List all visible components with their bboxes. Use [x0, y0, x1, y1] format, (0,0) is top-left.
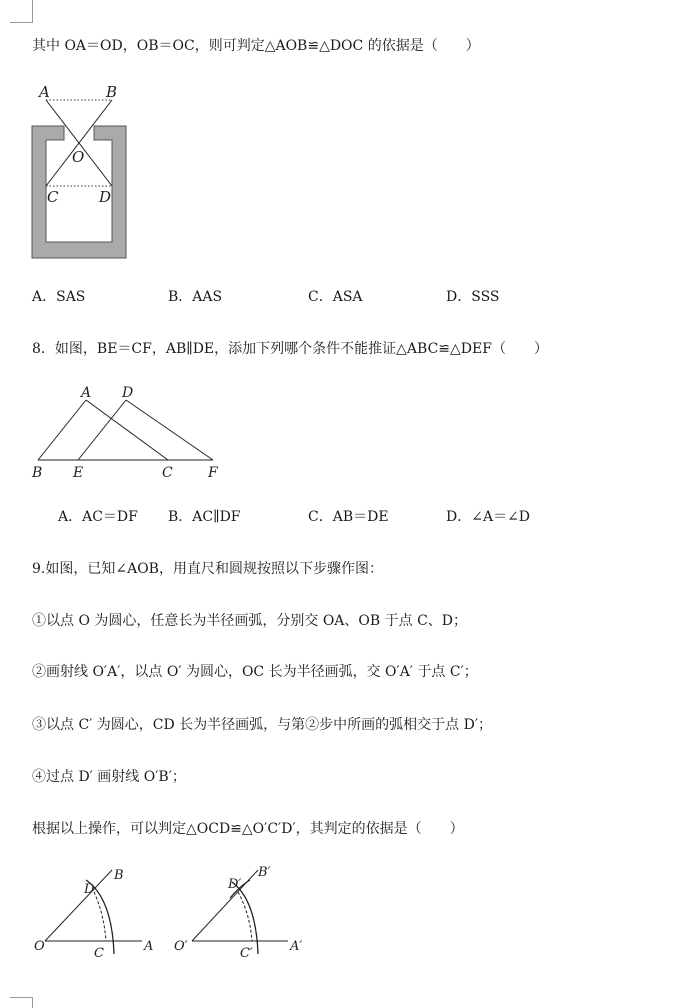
q9-step-2: ②画射线 O′A′，以点 O′ 为圆心，OC 长为半径画弧，交 O′A′ 于点 C′；: [32, 664, 478, 680]
q9-figure-left: [30, 862, 160, 962]
q9-step-1: ①以点 O 为圆心，任意长为半径画弧，分别交 OA、OB 于点 C、D；: [32, 613, 468, 629]
page-corner-mark-bottom: [10, 997, 33, 1008]
q7-option-c: C．ASA: [308, 289, 363, 305]
q7-stem: 其中 OA＝OD，OB＝OC，则可判定△AOB≌△DOC 的依据是（ ）: [32, 38, 480, 54]
q7-option-b: B．AAS: [168, 289, 223, 305]
q7-figure: [26, 80, 136, 262]
q8-segment-ed: [78, 400, 126, 460]
q8-segment-ac: [86, 400, 168, 460]
q9-right-label-d: D′: [228, 877, 242, 892]
q7-label-o: O: [72, 148, 85, 166]
q9-left-label-a: A: [144, 939, 154, 954]
q9-right-arc: [232, 882, 258, 954]
q9-left-ray-ob: [45, 870, 112, 941]
q9-left-label-d: D: [84, 882, 95, 897]
q9-left-chord-cd: [94, 892, 106, 941]
q7-label-c: C: [47, 188, 59, 206]
q7-option-a: A．SAS: [32, 289, 86, 305]
q9-left-label-c: C: [94, 946, 104, 961]
q9-stem: 9.如图，已知∠AOB，用直尺和圆规按照以下步骤作图：: [32, 561, 383, 577]
q8-figure: [28, 382, 228, 482]
q8-segment-df: [126, 400, 213, 460]
q7-label-d: D: [99, 188, 112, 206]
q9-step-4: ④过点 D′ 画射线 O′B′；: [32, 769, 186, 785]
q8-label-d: D: [122, 385, 134, 401]
q9-right-label-c: C′: [240, 946, 253, 961]
q9-right-chord-cd: [238, 892, 252, 941]
q8-stem: 8．如图，BE＝CF，AB∥DE，添加下列哪个条件不能推证△ABC≌△DEF（ ）: [32, 341, 548, 357]
q8-segment-ba: [38, 400, 86, 460]
q9-left-label-o: O: [34, 939, 45, 954]
q8-option-a: A．AC＝DF: [58, 509, 138, 525]
q9-step-3: ③以点 C′ 为圆心，CD 长为半径画弧，与第②步中所画的弧相交于点 D′；: [32, 717, 493, 733]
q7-option-d: D．SSS: [446, 289, 500, 305]
q7-label-b: B: [106, 83, 118, 101]
q9-left-label-b: B: [114, 868, 124, 883]
q8-label-a: A: [81, 385, 92, 401]
q8-option-b: B．AC∥DF: [168, 509, 241, 525]
q9-right-label-o: O′: [174, 939, 188, 954]
q9-right-label-a: A′: [290, 939, 303, 954]
q9-conclusion: 根据以上操作，可以判定△OCD≌△O′C′D′，其判定的依据是（ ）: [32, 821, 464, 837]
q9-right-label-b: B′: [258, 865, 271, 880]
q8-label-f: F: [208, 465, 218, 481]
q9-figure-right: [170, 862, 310, 962]
q8-label-c: C: [162, 465, 173, 481]
q7-label-a: A: [39, 83, 50, 101]
q8-label-e: E: [73, 465, 84, 481]
page-corner-mark-top: [10, 0, 33, 23]
q8-option-c: C．AB＝DE: [308, 509, 389, 525]
q8-option-d: D．∠A＝∠D: [446, 509, 531, 525]
q8-label-b: B: [32, 465, 43, 481]
